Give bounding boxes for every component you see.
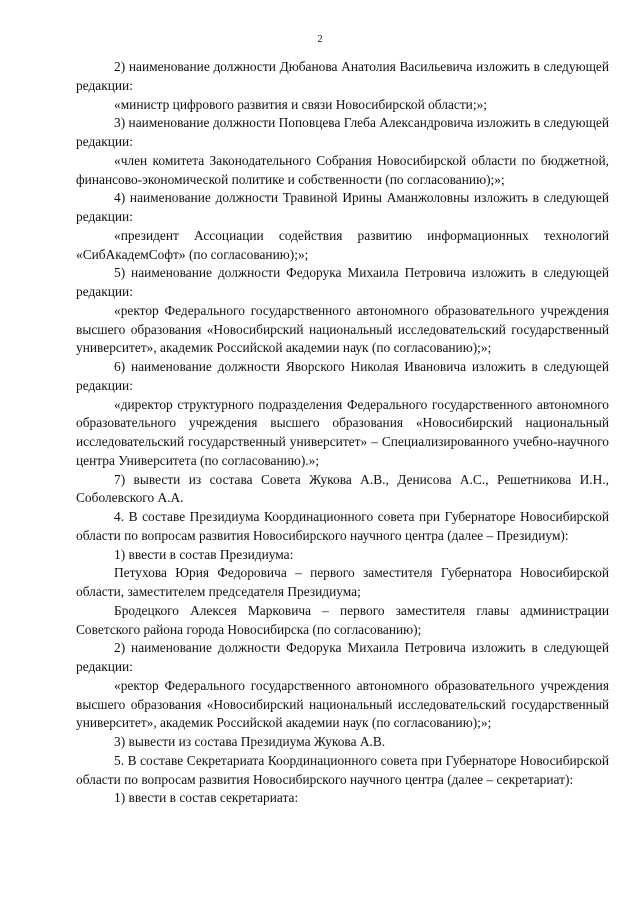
- document-body: [76, 58, 609, 808]
- paragraph: 2) наименование должности Дюбанова Анатолия Васильевича изложить в следующей редакции:: [76, 59, 609, 93]
- paragraph: «директор структурного подразделения Федерального государственного автономного образовательного учреждения высшего образования «Новосибирский национальный исследовательский государственный университет» – Специализированного учебно-научного центра Университета (по согласованию).»;: [76, 396, 609, 468]
- paragraph: 5. В составе Секретариата Координационного совета при Губернаторе Новосибирской области по вопросам развития Новосибирского научного центра (далее – секретариат):: [76, 752, 609, 787]
- paragraph: «министр цифрового развития и связи Новосибирской области;»;: [114, 96, 487, 112]
- paragraph: 2) наименование должности Федорука Михаила Петровича изложить в следующей редакции:: [76, 640, 609, 674]
- paragraph: «член комитета Законодательного Собрания Новосибирской области по бюджетной, финансово-экономической политике и собственности (по согласованию);»;: [76, 152, 609, 187]
- paragraph: 5) наименование должности Федорука Михаила Петровича изложить в следующей редакции:: [76, 265, 609, 299]
- paragraph: «ректор Федерального государственного автономного образовательного учреждения высшего образования «Новосибирский национальный исследовательский государственный университет», академик Российской академии наук (по согласованию);»;: [76, 677, 609, 731]
- paragraph: Петухова Юрия Федоровича – первого заместителя Губернатора Новосибирской области, заместителем председателя Президиума;: [76, 565, 609, 599]
- paragraph: 7) вывести из состава Совета Жукова А.В., Денисова А.С., Решетникова И.Н., Соболевского А.А.: [76, 471, 609, 506]
- paragraph: 4. В составе Президиума Координационного совета при Губернаторе Новосибирской области по вопросам развития Новосибирского научного центра (далее – Президиум):: [76, 509, 609, 543]
- paragraph: Бродецкого Алексея Марковича – первого заместителя главы администрации Советского района города Новосибирска (по согласованию);: [76, 602, 609, 637]
- paragraph: «президент Ассоциации содействия развитию информационных технологий «СибАкадемСофт» (по согласованию);»;: [76, 227, 609, 262]
- paragraph: 3) наименование должности Поповцева Глеба Александровича изложить в следующей редакции:: [76, 115, 609, 149]
- paragraph: «ректор Федерального государственного автономного образовательного учреждения высшего образования «Новосибирский национальный исследовательский государственный университет», академик Российской академии наук (по согласованию);»;: [76, 302, 609, 356]
- paragraph: 3) вывести из состава Президиума Жукова А.В.: [114, 734, 386, 749]
- paragraph: 1) ввести в состав Президиума:: [114, 546, 294, 562]
- paragraph: 1) ввести в состав секретариата:: [114, 790, 299, 806]
- paragraph: 6) наименование должности Яворского Николая Ивановича изложить в следующей редакции:: [76, 359, 609, 393]
- page-number: 2: [317, 34, 323, 45]
- paragraph: 4) наименование должности Травиной Ирины Аманжоловны изложить в следующей редакции:: [76, 190, 609, 224]
